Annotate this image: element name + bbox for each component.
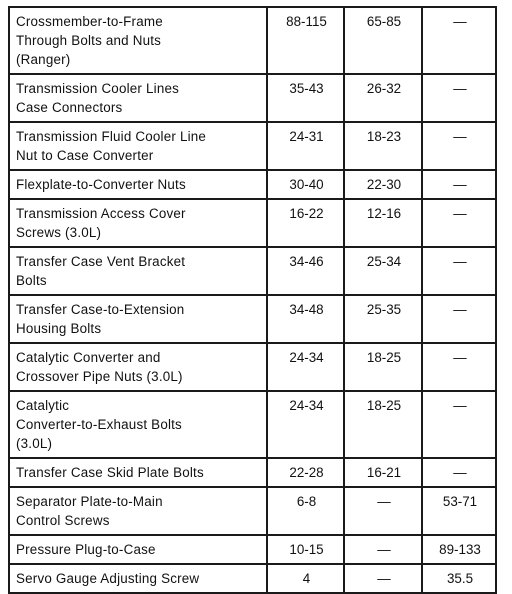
lbft-value-cell: 22-30 xyxy=(344,170,422,199)
description-line: (Ranger) xyxy=(16,52,71,67)
lbft-value-cell: 18-25 xyxy=(344,391,422,458)
description-line: (3.0L) xyxy=(16,436,53,451)
description-line: Housing Bolts xyxy=(16,321,102,336)
lbin-value-cell: — xyxy=(422,170,496,199)
description-line: Converter-to-Exhaust Bolts xyxy=(16,417,182,432)
table-body xyxy=(9,7,496,593)
description-line: Transfer Case-to-Extension xyxy=(16,302,185,317)
lbin-value-cell: — xyxy=(422,247,496,295)
fastener-description-cell xyxy=(9,295,267,343)
fastener-description-cell xyxy=(9,458,267,487)
description-line: Bolts xyxy=(16,273,47,288)
table-row xyxy=(9,74,496,122)
table-row xyxy=(9,564,496,593)
fastener-description-cell xyxy=(9,535,267,564)
lbin-value-cell: — xyxy=(422,295,496,343)
lbin-value-cell: 53-71 xyxy=(422,487,496,535)
description-line: Transmission Cooler Lines xyxy=(16,81,180,96)
description-line: Nut to Case Converter xyxy=(16,148,154,163)
nm-value-cell: 4 xyxy=(267,564,344,593)
description-line: Through Bolts and Nuts xyxy=(16,33,162,48)
description-line: Crossover Pipe Nuts (3.0L) xyxy=(16,369,183,384)
description-line: Servo Gauge Adjusting Screw xyxy=(16,571,200,586)
fastener-description-cell xyxy=(9,564,267,593)
table-row xyxy=(9,487,496,535)
torque-spec-table xyxy=(8,6,497,594)
fastener-description-cell xyxy=(9,487,267,535)
lbin-value-cell: 89-133 xyxy=(422,535,496,564)
nm-value-cell: 88-115 xyxy=(267,7,344,74)
fastener-description-cell xyxy=(9,391,267,458)
fastener-description-cell xyxy=(9,122,267,170)
description-line: Control Screws xyxy=(16,513,110,528)
nm-value-cell: 10-15 xyxy=(267,535,344,564)
lbin-value-cell: — xyxy=(422,391,496,458)
lbft-value-cell: 16-21 xyxy=(344,458,422,487)
lbft-value-cell: 26-32 xyxy=(344,74,422,122)
table-row xyxy=(9,458,496,487)
fastener-description-cell xyxy=(9,247,267,295)
nm-value-cell: 35-43 xyxy=(267,74,344,122)
description-line: Pressure Plug-to-Case xyxy=(16,542,156,557)
fastener-description-cell xyxy=(9,74,267,122)
nm-value-cell: 16-22 xyxy=(267,199,344,247)
lbin-value-cell: — xyxy=(422,7,496,74)
nm-value-cell: 34-46 xyxy=(267,247,344,295)
lbft-value-cell: 65-85 xyxy=(344,7,422,74)
description-line: Catalytic Converter and xyxy=(16,350,161,365)
description-line: Separator Plate-to-Main xyxy=(16,494,163,509)
table-row xyxy=(9,199,496,247)
nm-value-cell: 22-28 xyxy=(267,458,344,487)
table-row xyxy=(9,247,496,295)
lbft-value-cell: 18-25 xyxy=(344,343,422,391)
lbft-value-cell: 25-35 xyxy=(344,295,422,343)
description-line: Transmission Access Cover xyxy=(16,206,186,221)
lbin-value-cell: — xyxy=(422,74,496,122)
description-line: Screws (3.0L) xyxy=(16,225,102,240)
nm-value-cell: 34-48 xyxy=(267,295,344,343)
nm-value-cell: 24-34 xyxy=(267,391,344,458)
table-row xyxy=(9,391,496,458)
description-line: Transmission Fluid Cooler Line xyxy=(16,129,207,144)
description-line: Transfer Case Skid Plate Bolts xyxy=(16,465,204,480)
table-row xyxy=(9,535,496,564)
table-row xyxy=(9,122,496,170)
lbin-value-cell: — xyxy=(422,458,496,487)
lbft-value-cell: 12-16 xyxy=(344,199,422,247)
lbin-value-cell: — xyxy=(422,199,496,247)
lbft-value-cell: — xyxy=(344,535,422,564)
nm-value-cell: 30-40 xyxy=(267,170,344,199)
nm-value-cell: 24-31 xyxy=(267,122,344,170)
description-line: Case Connectors xyxy=(16,100,123,115)
description-line: Crossmember-to-Frame xyxy=(16,14,163,29)
table-row xyxy=(9,295,496,343)
lbft-value-cell: — xyxy=(344,564,422,593)
table-row xyxy=(9,7,496,74)
fastener-description-cell xyxy=(9,7,267,74)
fastener-description-cell xyxy=(9,170,267,199)
description-line: Transfer Case Vent Bracket xyxy=(16,254,186,269)
fastener-description-cell xyxy=(9,199,267,247)
nm-value-cell: 24-34 xyxy=(267,343,344,391)
lbft-value-cell: 18-23 xyxy=(344,122,422,170)
nm-value-cell: 6-8 xyxy=(267,487,344,535)
lbft-value-cell: — xyxy=(344,487,422,535)
lbin-value-cell: 35.5 xyxy=(422,564,496,593)
description-line: Flexplate-to-Converter Nuts xyxy=(16,177,186,192)
lbin-value-cell: — xyxy=(422,122,496,170)
fastener-description-cell xyxy=(9,343,267,391)
table-row xyxy=(9,170,496,199)
description-line: Catalytic xyxy=(16,398,70,413)
table-row xyxy=(9,343,496,391)
lbft-value-cell: 25-34 xyxy=(344,247,422,295)
lbin-value-cell: — xyxy=(422,343,496,391)
